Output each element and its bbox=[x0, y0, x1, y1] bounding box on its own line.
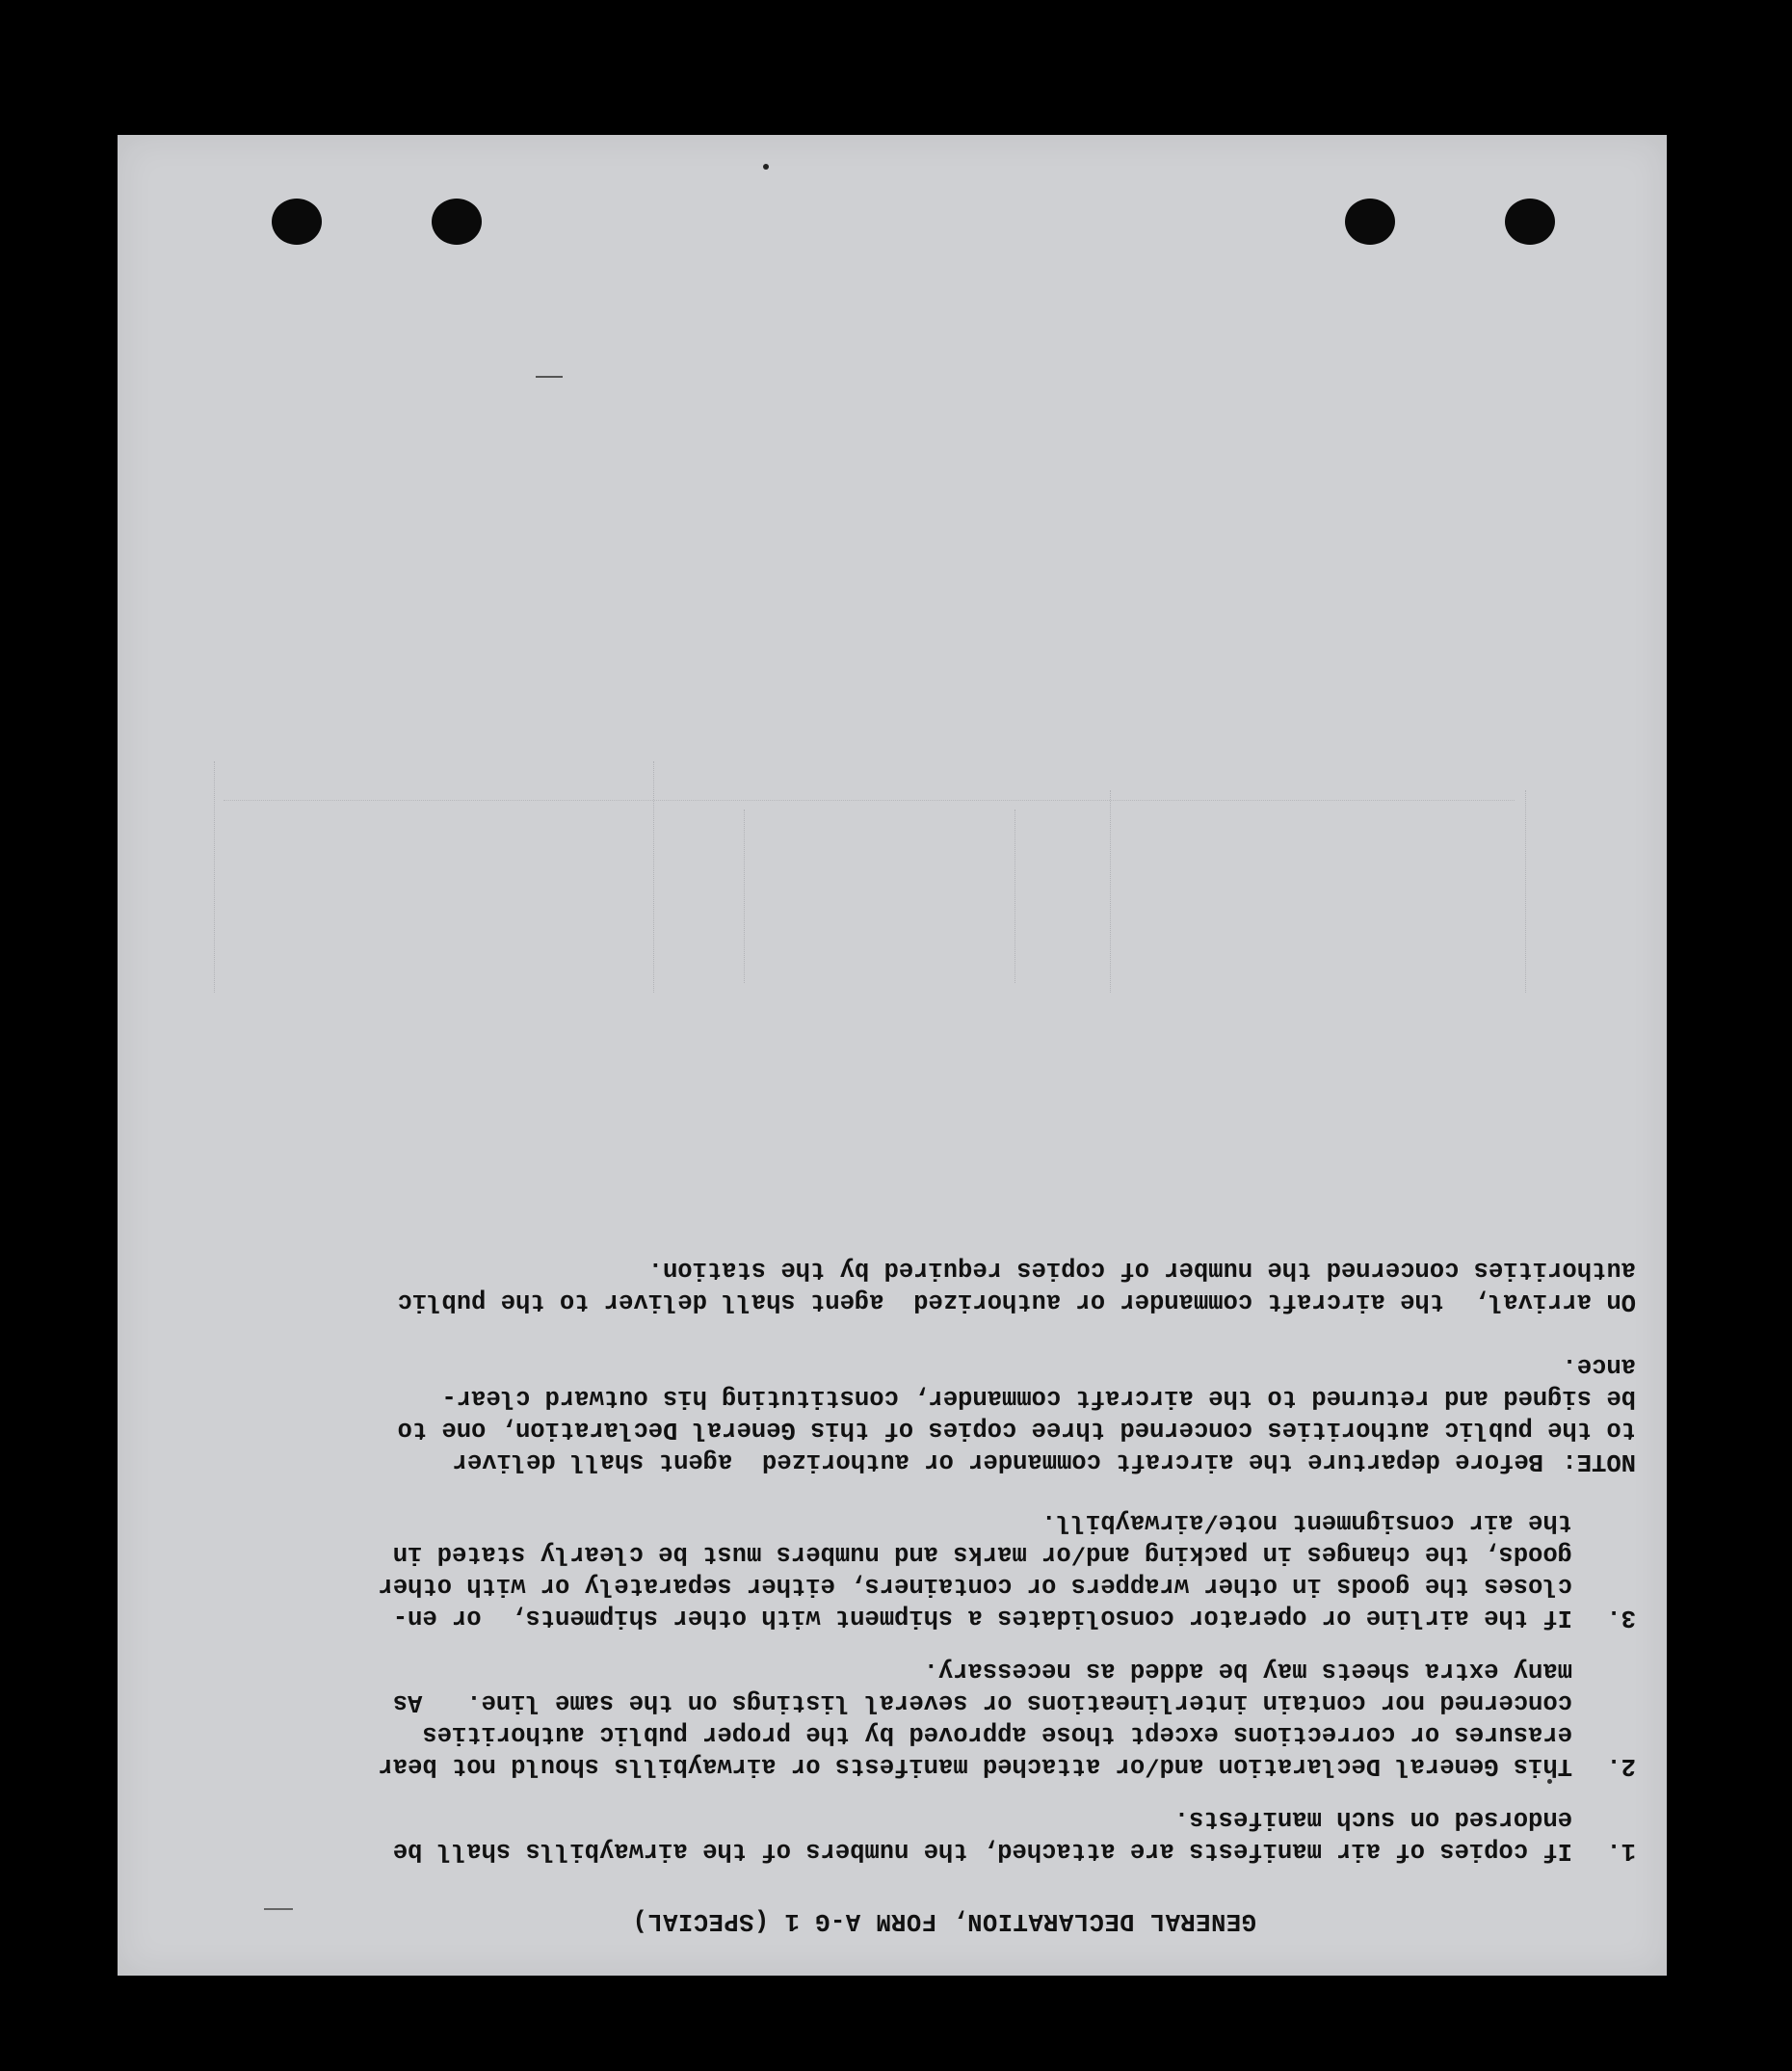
arrival-paragraph bbox=[252, 1254, 1636, 1317]
mark-top-dot bbox=[763, 164, 769, 170]
item-text bbox=[252, 1655, 1572, 1782]
bleed-through-box-middle bbox=[744, 810, 1015, 983]
punch-hole-4 bbox=[1505, 199, 1555, 245]
note-line: to the public authorities concerned three copies of this General Declaration, one to bbox=[397, 1416, 1636, 1444]
note-line: Before departure the aircraft commander or authorized agent shall deliver bbox=[452, 1447, 1543, 1475]
note-line: ance. bbox=[1562, 1352, 1636, 1380]
bleed-through-line bbox=[224, 800, 1515, 801]
item-line: endorsed on such manifests. bbox=[1173, 1805, 1572, 1833]
item-1 bbox=[252, 1803, 1636, 1867]
item-number: 1. bbox=[1606, 1837, 1636, 1865]
mark-dash bbox=[536, 376, 563, 378]
item-2 bbox=[252, 1655, 1636, 1782]
item-3 bbox=[252, 1506, 1636, 1633]
item-number: 2. bbox=[1606, 1752, 1636, 1780]
document-title: GENERAL DECLARATION, FORM A-G 1 (SPECIAL) bbox=[632, 1907, 1256, 1935]
item-line: If copies of air manifests are attached, the numbers of the airwaybills shall be bbox=[392, 1837, 1572, 1865]
document-content bbox=[252, 1041, 1636, 1937]
item-line: This General Declaration and/or attached manifests or airwaybills should not bear bbox=[378, 1752, 1572, 1780]
item-text bbox=[252, 1506, 1572, 1633]
punch-hole-2 bbox=[432, 199, 482, 245]
punch-hole-3 bbox=[1345, 199, 1395, 245]
item-line: closes the goods in other wrappers or containers, either separately or with other bbox=[378, 1572, 1572, 1600]
note-block bbox=[252, 1446, 1636, 1477]
item-line: erasures or corrections except those approved by the proper public authorities bbox=[422, 1720, 1572, 1748]
arrival-line: On arrival, the aircraft commander or authorized agent shall deliver to the public bbox=[397, 1288, 1636, 1315]
item-line: If the airline or operator consolidates a shipment with other shipments, or en- bbox=[392, 1604, 1572, 1632]
item-number: 3. bbox=[1606, 1604, 1636, 1632]
note-line: be signed and returned to the aircraft commander, constituting his outward clear- bbox=[441, 1384, 1636, 1412]
note-continuation bbox=[252, 1350, 1636, 1446]
punch-hole-1 bbox=[272, 199, 322, 245]
item-text bbox=[252, 1803, 1572, 1867]
bleed-through-box-right bbox=[1110, 790, 1526, 993]
arrival-line: authorities concerned the number of copies required by the station. bbox=[647, 1256, 1636, 1284]
item-line: goods, the changes in packing and/or marks and numbers must be clearly stated in bbox=[392, 1540, 1572, 1568]
item-line: many extra sheets may be added as necessary. bbox=[923, 1657, 1572, 1685]
bleed-through-box-left bbox=[214, 761, 654, 993]
item-line: the air consignment note/airwaybill. bbox=[1041, 1508, 1572, 1536]
note-label: NOTE: bbox=[1562, 1447, 1636, 1475]
item-line: concerned nor contain interlineations or several listings on the same line. As bbox=[392, 1688, 1572, 1716]
note-first-line bbox=[453, 1446, 1543, 1477]
document-page bbox=[118, 135, 1667, 1976]
